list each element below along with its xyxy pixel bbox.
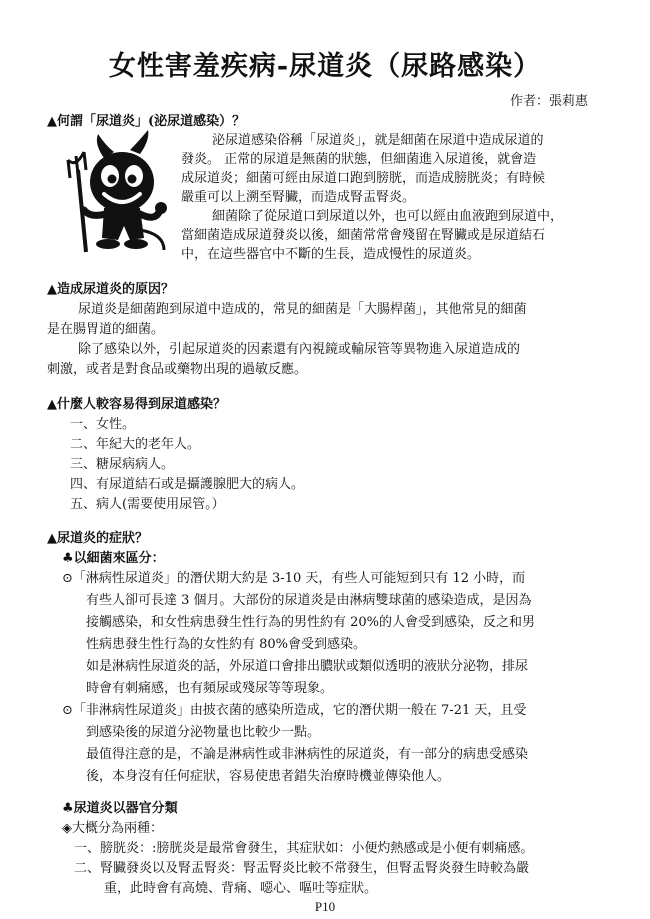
risk-list-item: 二、年紀大的老年人。: [70, 437, 201, 452]
section1-line: 當細菌造成尿道發炎以後，細菌常常會殘留在腎臟或是尿道結石: [181, 228, 546, 243]
symptom-line: 接觸感染，和女性病患發生性行為的男性約有 20%的人會受到感染，反之和男: [86, 615, 536, 630]
symptom-line: 到感染後的尿道分泌物量也比較少一點。: [86, 725, 321, 740]
symptom-line: 性病患發生性行為的女性約有 80%會受到感染。: [86, 637, 367, 652]
risk-list-item: 一、女性。: [70, 417, 136, 432]
symptom-line: ⊙「非淋病性尿道炎」由披衣菌的感染所造成，它的潛伏期一般在 7-21 天，且受: [62, 703, 527, 718]
risk-list-item: 三、糖尿病病人。: [70, 457, 175, 472]
section1-line: 中，在這些器官中不斷的生長，造成慢性的尿道炎。: [181, 247, 481, 262]
symptom-line: 最值得注意的是，不論是淋病性或非淋病性的尿道炎，有一部分的病患受感染: [86, 747, 529, 762]
subheading-two-types: ◈大概分為兩種：: [62, 821, 163, 836]
section2-line: 尿道炎是細菌跑到尿道中造成的，常見的細菌是「大腸桿菌」，其他常見的細菌: [78, 302, 527, 317]
section-heading-by-organ: ♣尿道炎以器官分類: [62, 801, 178, 816]
organ-type-line: 一、膀胱炎：:膀胱炎是最常會發生，其症狀如：小便灼熱感或是小便有刺痛感。: [74, 841, 534, 856]
devil-mascot-illustration: [64, 130, 174, 260]
symptom-line: 後，本身沒有任何症狀，容易使患者錯失治療時機並傳染他人。: [86, 769, 451, 784]
section2-line: 是在腸胃道的細菌。: [47, 322, 165, 337]
section1-line: 發炎。 正常的尿道是無菌的狀態，但細菌進入尿道後，就會造: [181, 152, 537, 167]
section2-line: 刺激，或者是對食品或藥物出現的過敏反應。: [47, 362, 308, 377]
symptom-line: 有些人卻可長達 3 個月。大部份的尿道炎是由淋病雙球菌的感染造成，是因為: [86, 593, 532, 608]
section-heading-risk-groups: ▲什麼人較容易得到尿道感染？: [47, 397, 226, 412]
section1-line: 細菌除了從尿道口到尿道以外，也可以經由血液跑到尿道中，: [212, 209, 564, 224]
organ-type-line: 重，此時會有高燒、背痛、噁心、嘔吐等症狀。: [104, 881, 378, 896]
page-title: 女性害羞疾病-尿道炎（尿路感染）: [108, 51, 542, 82]
author-line: 作者：張莉惠: [509, 94, 588, 109]
page-number: P10: [314, 899, 336, 914]
section-heading-causes: ▲造成尿道炎的原因？: [47, 282, 174, 297]
section2-line: 除了感染以外，引起尿道炎的因素還有內視鏡或輸尿管等異物進入尿道造成的: [78, 342, 521, 357]
section-heading-what-is: ▲何謂「尿道炎」(泌尿道感染）？: [47, 114, 246, 129]
symptom-line: 時會有刺痛感，也有頻尿或殘尿等等現象。: [86, 681, 334, 696]
symptom-line: 如是淋病性尿道炎的話，外尿道口會排出膿狀或類似透明的液狀分泌物，排尿: [86, 659, 529, 674]
risk-list-item: 五、病人(需要使用尿管。）: [70, 497, 225, 512]
risk-list-item: 四、有尿道結石或是攝護腺肥大的病人。: [70, 477, 305, 492]
subheading-by-bacteria: ♣以細菌來區分：: [62, 551, 165, 566]
symptom-line: ⊙「淋病性尿道炎」的潛伏期大約是 3-10 天，有些人可能短到只有 12 小時，而: [62, 571, 526, 586]
section1-line: 泌尿道感染俗稱「尿道炎」，就是細菌在尿道中造成尿道的: [212, 133, 544, 148]
section1-line: 嚴重可以上溯至腎臟，而造成腎盂腎炎。: [181, 190, 416, 205]
organ-type-line: 二、腎臟發炎以及腎盂腎炎：腎盂腎炎比較不常發生，但腎盂腎炎發生時較為嚴: [74, 861, 530, 876]
section-heading-symptoms: ▲尿道炎的症狀？: [47, 531, 148, 546]
section1-line: 成尿道炎；細菌可經由尿道口跑到膀胱，而造成膀胱炎；有時候: [181, 171, 546, 186]
